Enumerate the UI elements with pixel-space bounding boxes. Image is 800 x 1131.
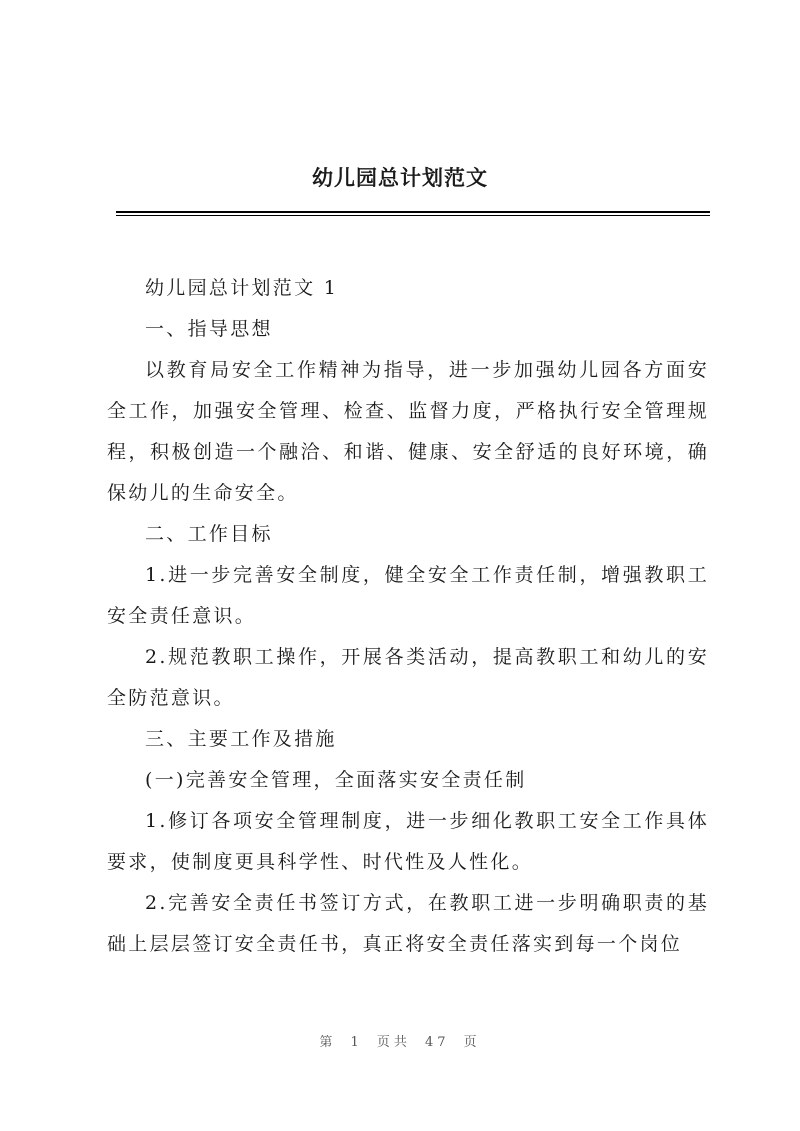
section-heading: 幼儿园总计划范文 1 bbox=[145, 277, 339, 299]
title-divider-thin bbox=[116, 215, 710, 216]
heading-guiding-ideology: 一、指导思想 bbox=[145, 318, 273, 340]
paragraph-guiding-ideology: 以教育局安全工作精神为指导，进一步加强幼儿园各方面安全工作，加强安全管理、检查、监督力度，严格执行安全管理规程，积极创造一个融洽、和谐、健康、安全舒适的良好环境，确保幼儿的生命安全。 bbox=[107, 359, 709, 504]
subheading-safety-management: (一)完善安全管理，全面落实安全责任制 bbox=[145, 769, 527, 791]
heading-work-goals: 二、工作目标 bbox=[145, 523, 273, 545]
document-body bbox=[107, 268, 709, 965]
paragraph-goal-2: 2.规范教职工操作，开展各类活动，提高教职工和幼儿的安全防范意识。 bbox=[107, 646, 709, 709]
title-divider-thick bbox=[116, 211, 710, 213]
paragraph-measure-2: 2.完善安全责任书签订方式，在教职工进一步明确职责的基础上层层签订安全责任书，真正将安全责任落实到每一个岗位 bbox=[107, 892, 709, 955]
document-title: 幼儿园总计划范文 bbox=[312, 165, 488, 190]
paragraph-measure-1: 1.修订各项安全管理制度，进一步细化教职工安全工作具体要求，使制度更具科学性、时代性及人性化。 bbox=[107, 810, 709, 873]
heading-main-work: 三、主要工作及措施 bbox=[145, 728, 337, 750]
page-footer: 第 1 页共 47 页 bbox=[319, 1035, 481, 1050]
paragraph-goal-1: 1.进一步完善安全制度，健全安全工作责任制，增强教职工安全责任意识。 bbox=[107, 564, 709, 627]
